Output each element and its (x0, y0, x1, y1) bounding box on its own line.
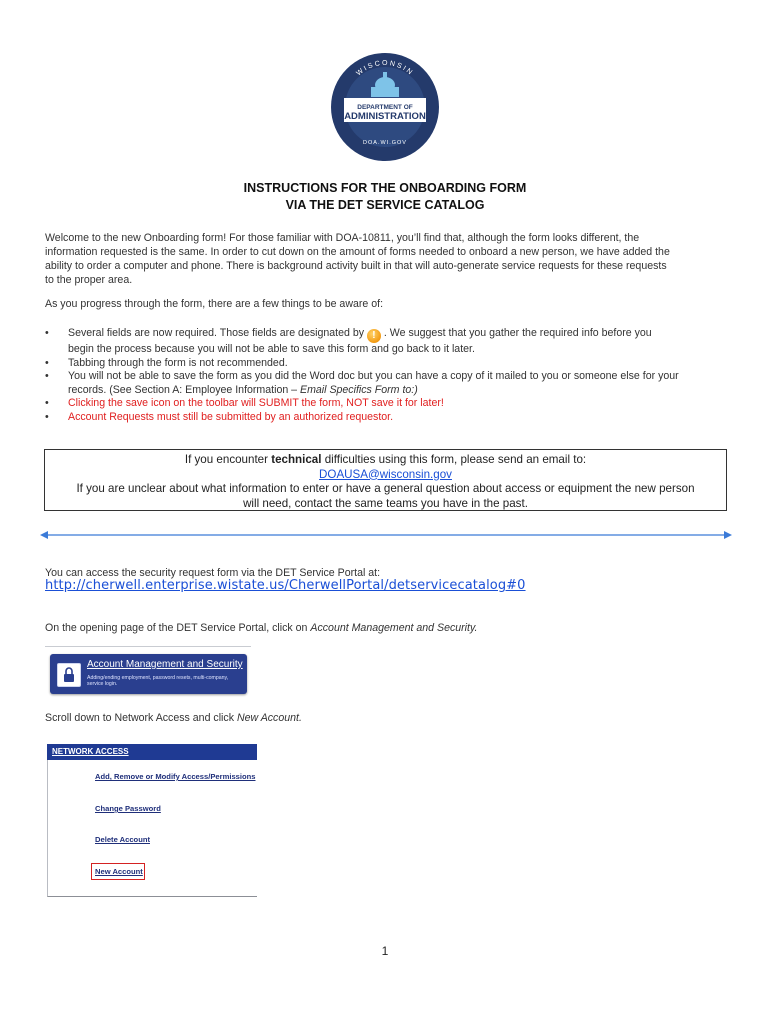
bullet-save-warning: • Clicking the save icon on the toolbar will SUBMIT the form, NOT save it for later! (45, 397, 444, 409)
bullet-text: Clicking the save icon on the toolbar will SUBMIT the form, NOT save it for later! (68, 397, 444, 409)
contact-notice-box (44, 449, 727, 511)
intro-line: Welcome to the new Onboarding form! For those familiar with DOA-10811, you’ll find that, although the form looks different, the (45, 232, 640, 244)
support-email-link[interactable]: DOAUSA@wisconsin.gov (319, 467, 452, 481)
doc-title-line2: VIA THE DET SERVICE CATALOG (285, 198, 485, 212)
doa-logo (330, 52, 440, 162)
progress-note: As you progress through the form, there are a few things to be aware of: (45, 298, 384, 310)
logo-bottom-text: DOA.WI.GOV (363, 140, 407, 146)
bullet-authorized: • Account Requests must still be submitted by an authorized requestor. (45, 410, 394, 423)
opening-page-text: On the opening page of the DET Service Portal, click on Account Management and Security. (45, 622, 478, 634)
portal-text: You can access the security request form via the DET Service Portal at: (45, 567, 381, 579)
doc-title-line1: INSTRUCTIONS FOR THE ONBOARDING FORM (243, 181, 527, 195)
tile-description: Adding/ending employment, password resets, multi-company, service login. (87, 675, 229, 687)
logo-line1: DEPARTMENT OF (357, 104, 413, 111)
page-number: 1 (381, 944, 389, 958)
tile-heading: Account Management and Security (87, 659, 243, 670)
notice-line4: will need, contact the same teams you have in the past. (243, 496, 528, 510)
bullet-text: You will not be able to save the form as you did the Word doc but you can have a copy of it mailed to you or someone else for your (68, 370, 679, 382)
bullet-text: records. (See Section A: Employee Information – (68, 383, 301, 396)
scroll-instruction: Scroll down to Network Access and click New Account. (45, 712, 302, 724)
intro-line: ability to order a computer and phone. There is background activity built in that will auto-generate service requests for these requests (45, 260, 667, 272)
intro-line: to the proper area. (45, 274, 133, 286)
warning-icon: ! (367, 329, 381, 343)
account-management-tile[interactable] (50, 654, 247, 694)
lock-icon (57, 663, 81, 687)
add-remove-modify-link[interactable]: Add, Remove or Modify Access/Permissions (95, 772, 256, 781)
network-access-screenshot (47, 744, 257, 902)
intro-line: information requested is the same. In order to cut down on the amount of forms needed to onboard a new person, we have added the (45, 246, 670, 258)
delete-account-link[interactable]: Delete Account (95, 835, 150, 844)
portal-link[interactable]: http://cherwell.enterprise.wistate.us/CherwellPortal/detservicecatalog#0 (45, 578, 526, 593)
bullet-text: Account Requests must still be submitted by an authorized requestor. (68, 410, 394, 423)
account-management-screenshot (45, 646, 251, 698)
bullet-save: • You will not be able to save the form as you did the Word doc but you can have a copy of it mailed to you or someone else for your records. (See Section A: Employee Information – Email Specifics Form to:) (45, 370, 679, 396)
bullet-text: Tabbing through the form is not recommended. (68, 356, 288, 369)
bullet-tabbing: • Tabbing through the form is not recommended. (45, 356, 288, 369)
bullet-text-italic: Email Specifics Form to:) (300, 383, 418, 396)
change-password-link[interactable]: Change Password (95, 804, 161, 813)
notice-line1: If you encounter technical difficulties using this form, please send an email to: (184, 453, 587, 466)
intro-paragraph (45, 231, 720, 287)
bullet-text: begin the process because you will not be able to save this form and go back to it later. (68, 343, 475, 355)
logo-line2: ADMINISTRATION (344, 111, 426, 122)
bullet-list (45, 327, 725, 424)
bullet-text: Several fields are now required. Those fields are designated by (68, 327, 365, 339)
network-access-header: NETWORK ACCESS (47, 744, 257, 760)
logo-arc-text: WISCONSIN (355, 59, 415, 78)
bullet-required-fields: • Several fields are now required. Those fields are designated by ! . We suggest that you gather the required info before you begin the process because you will not be able to save this form and go back to it later. (45, 327, 652, 355)
new-account-link[interactable]: New Account (95, 867, 143, 876)
double-arrow-divider (40, 528, 732, 542)
bullet-text: . We suggest that you gather the required info before you (383, 327, 652, 339)
notice-line3: If you are unclear about what information to enter or have a general question about access or equipment the new person (76, 482, 695, 495)
